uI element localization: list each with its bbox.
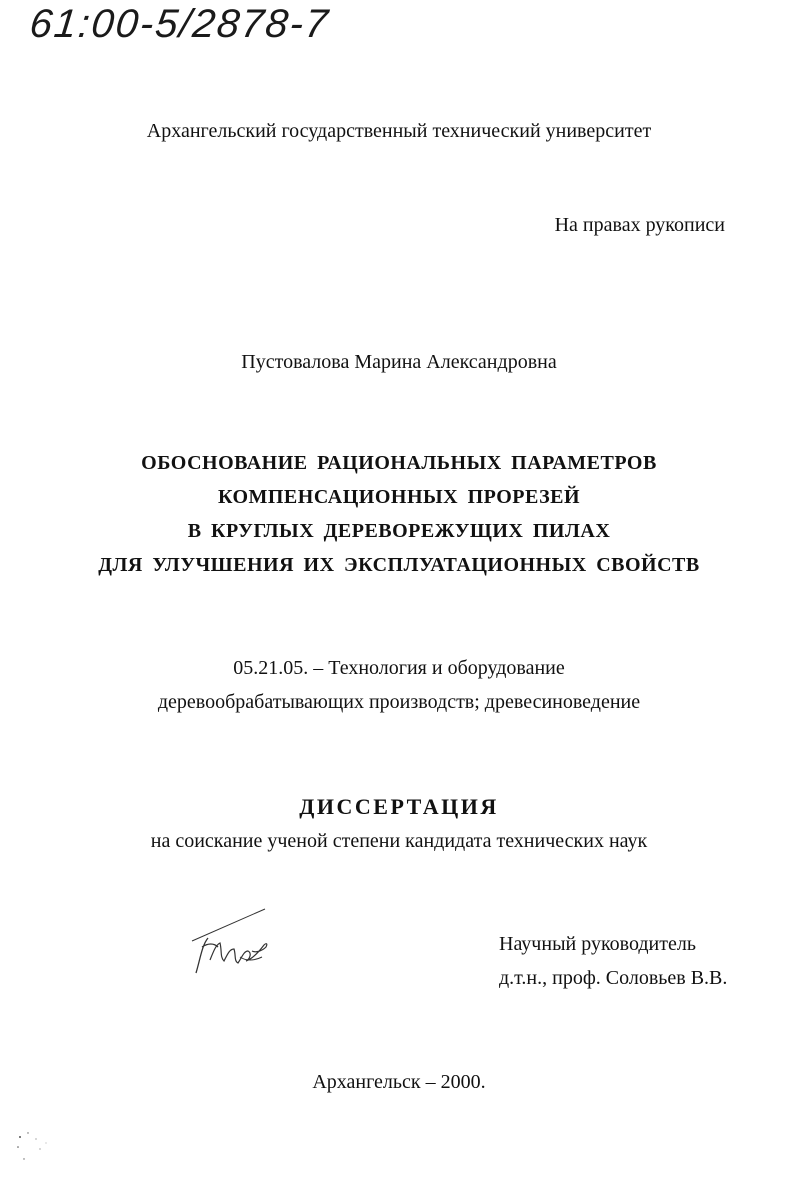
- call-number: 61:00-5/2878-7: [27, 2, 332, 46]
- document-type: ДИССЕРТАЦИЯ: [299, 794, 499, 819]
- specialty-line-1: 05.21.05. – Технология и оборудование: [233, 657, 565, 679]
- university-name: Архангельский государственный технический университет: [146, 120, 652, 142]
- degree-line: на соискание ученой степени кандидата технических наук: [150, 830, 648, 852]
- author-name: Пустовалова Марина Александровна: [241, 351, 557, 373]
- specialty-line-2: деревообрабатывающих производств; древесиноведение: [157, 691, 641, 713]
- scan-specks: [10, 1125, 60, 1175]
- supervisor-role: Научный руководитель: [499, 933, 696, 955]
- signature-scribble: [180, 905, 280, 985]
- title-line-1: ОБОСНОВАНИЕ РАЦИОНАЛЬНЫХ ПАРАМЕТРОВ: [141, 452, 657, 474]
- city-year: Архангельск – 2000.: [312, 1071, 486, 1093]
- title-line-3: В КРУГЛЫХ ДЕРЕВОРЕЖУЩИХ ПИЛАХ: [187, 520, 611, 542]
- title-line-4: ДЛЯ УЛУЧШЕНИЯ ИХ ЭКСПЛУАТАЦИОННЫХ СВОЙСТВ: [98, 554, 700, 576]
- rights-note: На правах рукописи: [554, 214, 725, 236]
- title-line-2: КОМПЕНСАЦИОННЫХ ПРОРЕЗЕЙ: [217, 486, 581, 508]
- supervisor-name: д.т.н., проф. Соловьев В.В.: [499, 967, 728, 989]
